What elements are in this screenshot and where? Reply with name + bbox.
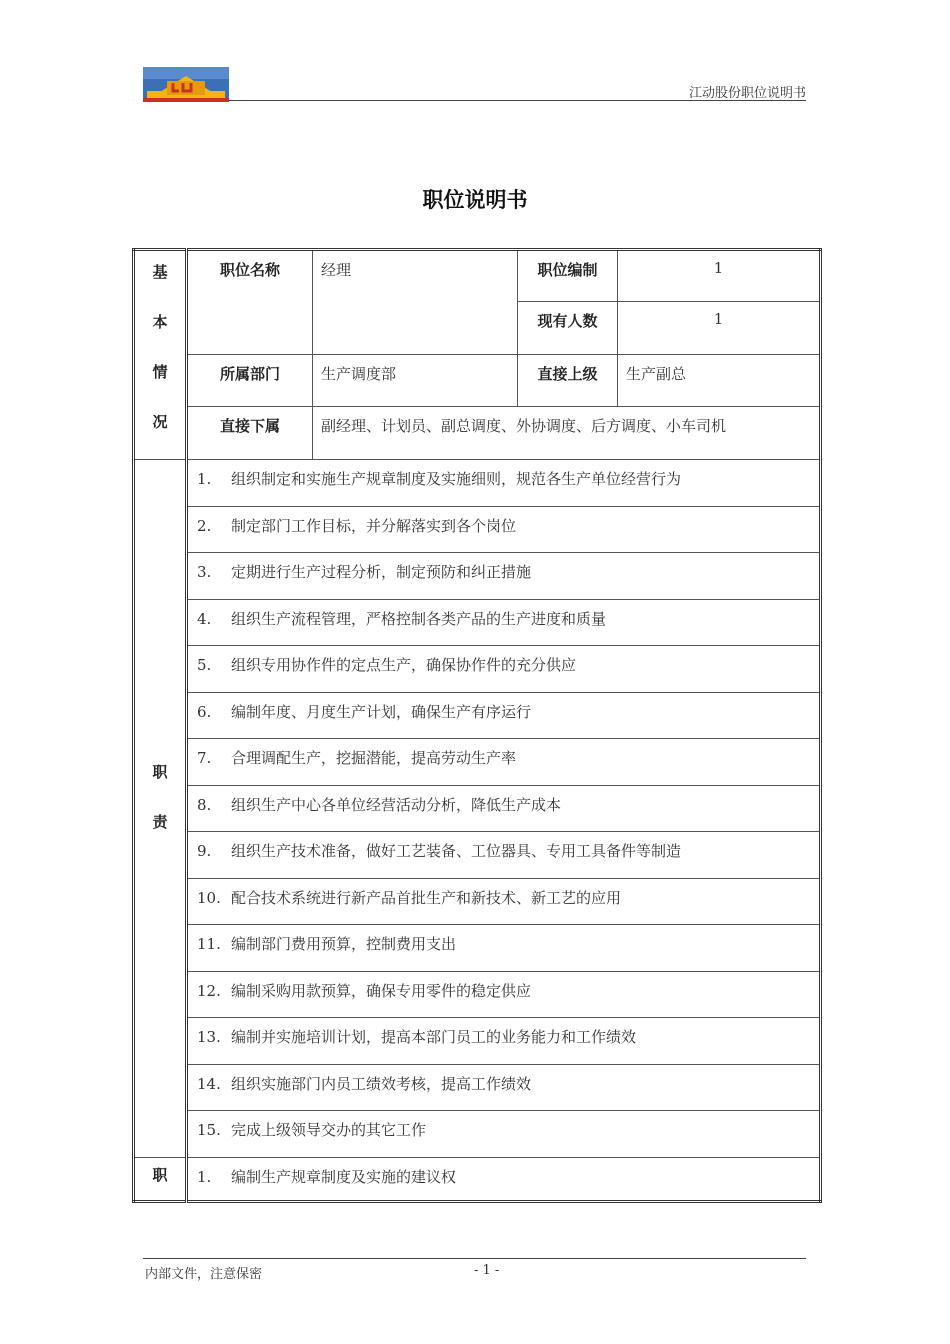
section-powers: 职 (134, 1158, 187, 1202)
item-number: 12. (197, 982, 221, 1000)
duty-item (187, 739, 821, 786)
item-text: 制定部门工作目标，并分解落实到各个岗位 (231, 517, 517, 535)
item-number: 3. (197, 563, 212, 581)
item-number: 15. (197, 1121, 221, 1139)
company-logo (143, 67, 229, 102)
position-name-label: 职位名称 (187, 250, 313, 355)
item-text: 编制生产规章制度及实施的建议权 (231, 1168, 457, 1186)
subordinates-label: 直接下属 (187, 406, 313, 459)
item-number: 8. (197, 796, 212, 814)
section-duties (134, 460, 187, 1158)
page-header (143, 66, 806, 102)
department-value: 生产调度部 (313, 354, 518, 406)
power-item (187, 1158, 821, 1202)
item-text: 合理调配生产，挖掘潜能，提高劳动生产率 (231, 749, 517, 767)
current-staff-label: 现有人数 (518, 301, 618, 354)
duty-item (187, 1018, 821, 1065)
item-text: 编制采购用款预算，确保专用零件的稳定供应 (231, 982, 532, 1000)
duty-item (187, 972, 821, 1018)
item-number: 4. (197, 610, 212, 628)
item-number: 5. (197, 656, 212, 674)
confidential-note: 内部文件，注意保密 (145, 1267, 263, 1282)
duty-item (187, 925, 821, 972)
headcount-value: 1 (618, 250, 821, 302)
section-char: 基 (152, 263, 168, 281)
duty-item (187, 1065, 821, 1111)
item-number: 14. (197, 1075, 221, 1093)
position-name-value: 经理 (313, 250, 518, 355)
item-number: 6. (197, 703, 212, 721)
item-text: 组织专用协作件的定点生产，确保协作件的充分供应 (231, 656, 577, 674)
duty-item (187, 553, 821, 600)
item-text: 组织实施部门内员工绩效考核，提高工作绩效 (231, 1075, 532, 1093)
item-text: 定期进行生产过程分析，制定预防和纠正措施 (231, 563, 532, 581)
duty-item (187, 693, 821, 739)
item-number: 13. (197, 1028, 221, 1046)
item-text: 编制并实施培训计划，提高本部门员工的业务能力和工作绩效 (231, 1028, 637, 1046)
duty-item (187, 460, 821, 507)
item-number: 7. (197, 749, 212, 767)
item-number: 1. (197, 1168, 212, 1186)
section-basic-info (134, 250, 187, 460)
subordinates-value: 副经理、计划员、副总调度、外协调度、后方调度、小车司机 (313, 406, 821, 459)
duty-item (187, 832, 821, 879)
item-text: 编制年度、月度生产计划，确保生产有序运行 (231, 703, 532, 721)
duty-item (187, 786, 821, 832)
duty-item (187, 600, 821, 646)
duty-item (187, 1111, 821, 1158)
page-number: - 1 - (474, 1263, 500, 1278)
duty-item (187, 646, 821, 693)
duty-item (187, 507, 821, 553)
item-number: 1. (197, 470, 212, 488)
item-number: 11. (197, 935, 221, 953)
item-text: 完成上级领导交办的其它工作 (231, 1121, 427, 1139)
section-char: 情 (152, 363, 168, 381)
current-staff-value: 1 (618, 301, 821, 354)
item-text: 组织生产中心各单位经营活动分析，降低生产成本 (231, 796, 562, 814)
department-label: 所属部门 (187, 354, 313, 406)
item-number: 9. (197, 842, 212, 860)
item-text: 组织生产流程管理，严格控制各类产品的生产进度和质量 (231, 610, 607, 628)
section-char: 责 (152, 812, 168, 831)
job-description-table (132, 248, 822, 1203)
item-text: 配合技术系统进行新产品首批生产和新技术、新工艺的应用 (231, 889, 622, 907)
document-title: 职位说明书 (422, 188, 528, 212)
item-number: 2. (197, 517, 212, 535)
superior-label: 直接上级 (518, 354, 618, 406)
section-char: 职 (152, 762, 168, 781)
section-char: 本 (152, 313, 168, 331)
page-footer (143, 1258, 806, 1283)
item-text: 组织制定和实施生产规章制度及实施细则，规范各生产单位经营行为 (231, 470, 682, 488)
item-text: 组织生产技术准备，做好工艺装备、工位器具、专用工具备件等制造 (231, 842, 682, 860)
duty-item (187, 879, 821, 925)
item-number: 10. (197, 889, 221, 907)
section-char: 况 (152, 413, 168, 431)
header-title: 江动股份职位说明书 (688, 86, 806, 101)
superior-value: 生产副总 (618, 354, 821, 406)
headcount-label: 职位编制 (518, 250, 618, 302)
item-text: 编制部门费用预算，控制费用支出 (231, 935, 457, 953)
